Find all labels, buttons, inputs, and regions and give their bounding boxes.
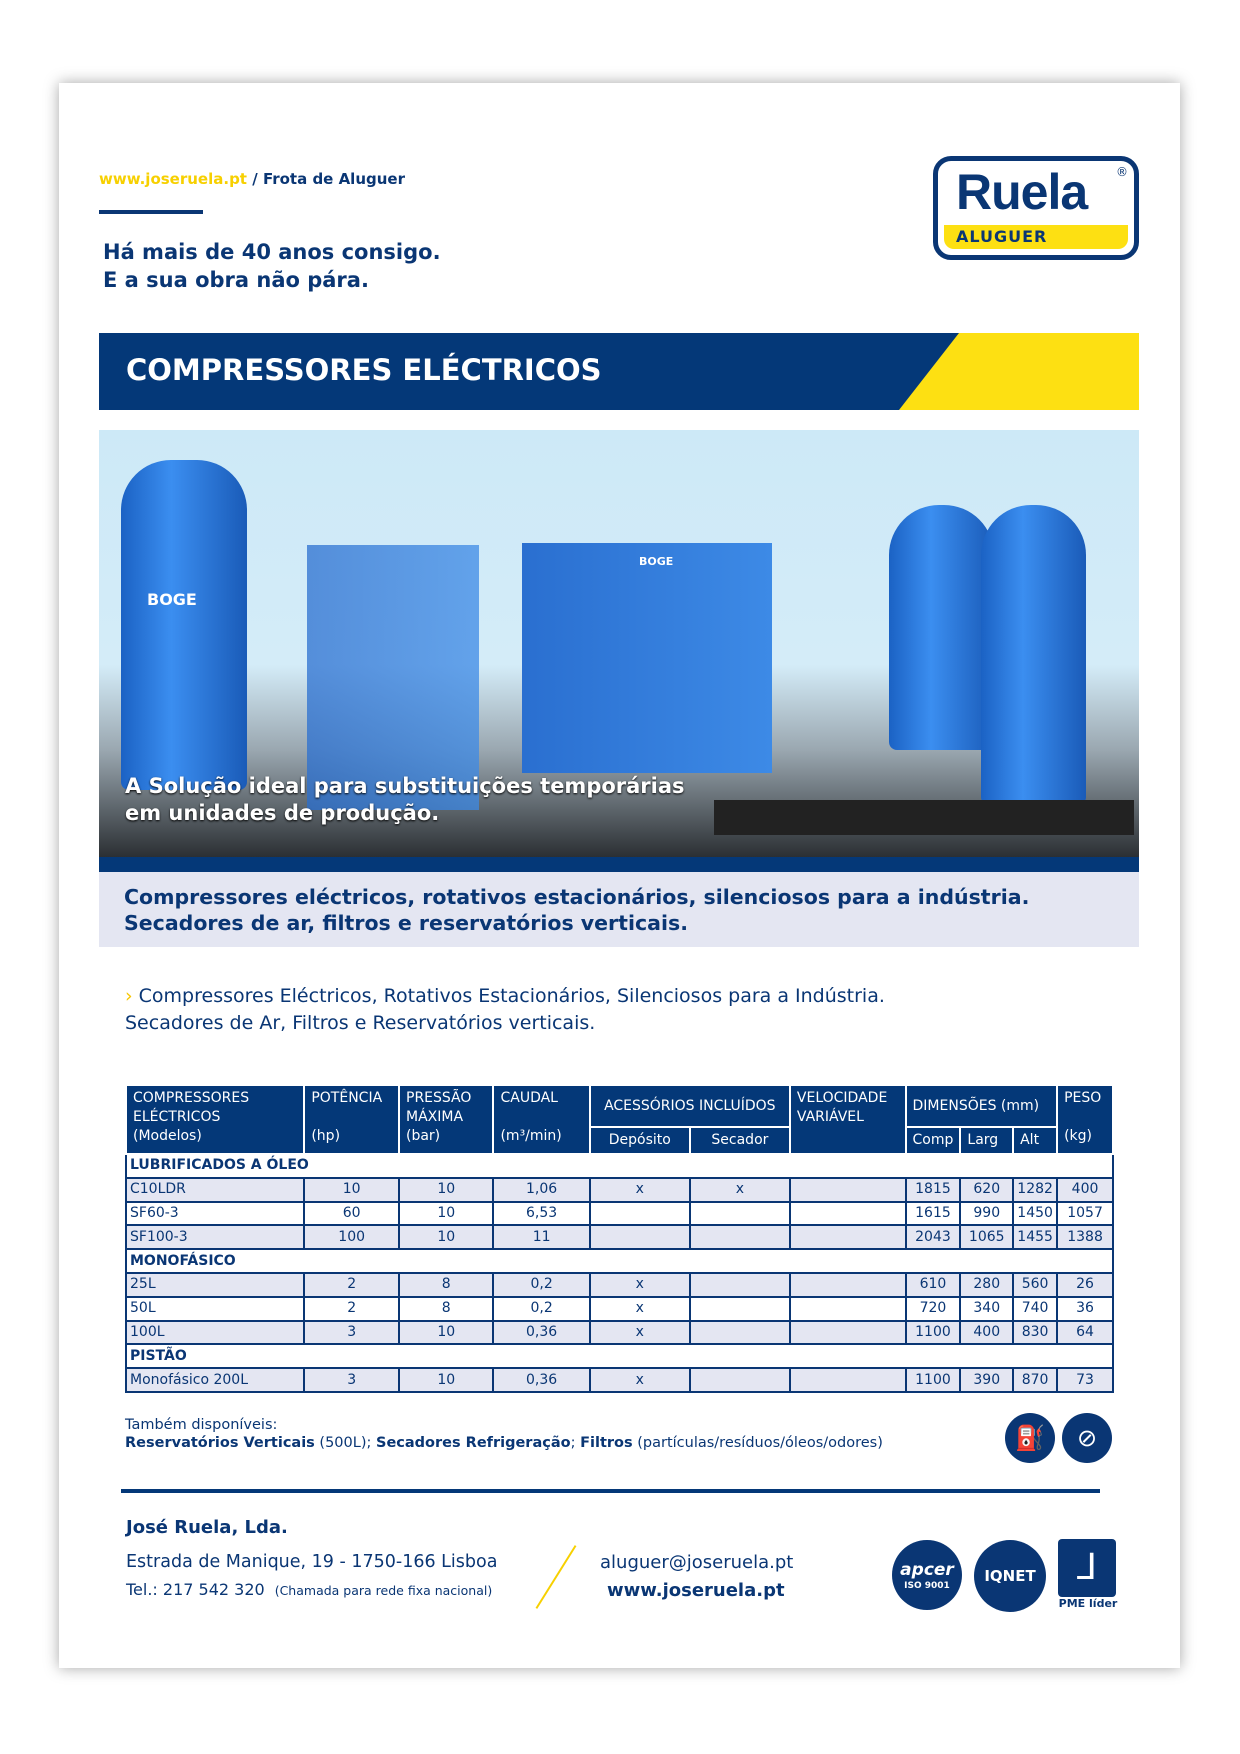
col-speed: VELOCIDADE VARIÁVEL: [790, 1085, 906, 1154]
col-power: POTÊNCIA (hp): [304, 1085, 399, 1154]
table-cell: 10: [304, 1178, 399, 1202]
ruela-logo: [933, 156, 1139, 260]
table-cell: 1065: [960, 1225, 1013, 1249]
air-tank: [981, 505, 1086, 805]
tagline-line: Há mais de 40 anos consigo.: [103, 240, 441, 264]
col-comp: Comp: [906, 1127, 961, 1154]
caption-line: em unidades de produção.: [125, 801, 440, 825]
section-title: PISTÃO: [126, 1344, 1113, 1368]
table-cell: [690, 1321, 790, 1345]
table-cell: [790, 1321, 906, 1345]
breadcrumb: [99, 170, 405, 188]
footer-divider: [121, 1489, 1100, 1493]
oil-free-icon: ⛽: [1005, 1413, 1055, 1463]
photo-caption: [125, 773, 685, 827]
table-cell: x: [690, 1178, 790, 1202]
col-weight: PESO (kg): [1057, 1085, 1113, 1154]
table-cell: 400: [960, 1321, 1013, 1345]
iqnet-badge: IQNET: [974, 1540, 1046, 1612]
dryer-unit: [307, 545, 479, 810]
table-cell: 10: [399, 1178, 493, 1202]
table-cell: 990: [960, 1202, 1013, 1226]
breadcrumb-section: Frota de Aluguer: [262, 170, 405, 188]
air-tank: [889, 505, 994, 750]
table-cell: x: [590, 1273, 690, 1297]
table-row: [126, 1178, 1113, 1202]
table-cell: 100: [304, 1225, 399, 1249]
table-cell: 1,06: [493, 1178, 589, 1202]
col-deposit: Depósito: [590, 1127, 690, 1154]
table-cell: 64: [1057, 1321, 1113, 1345]
col-dims: DIMENSÕES (mm): [906, 1085, 1058, 1127]
table-cell: 720: [906, 1297, 961, 1321]
col-flow: CAUDAL (m³/min): [493, 1085, 589, 1154]
table-cell: 60: [304, 1202, 399, 1226]
table-cell: [790, 1273, 906, 1297]
table-cell: 10: [399, 1225, 493, 1249]
apcer-label: apcer: [900, 1560, 954, 1580]
skid-base: [714, 800, 1134, 835]
table-cell: 1057: [1057, 1202, 1113, 1226]
table-row: [126, 1321, 1113, 1345]
company-phone: [126, 1580, 492, 1599]
breadcrumb-separator: /: [252, 170, 258, 188]
table-cell: 1100: [906, 1368, 961, 1392]
col-alt: Alt: [1013, 1127, 1057, 1154]
bullet-line: Compressores Eléctricos, Rotativos Estacionários, Silenciosos para a Indústria.: [138, 985, 885, 1007]
bullet-line: Secadores de Ar, Filtros e Reservatórios verticais.: [125, 1012, 596, 1034]
also-label: Também disponíveis:: [125, 1417, 278, 1433]
no-noise-icon: ⊘: [1062, 1413, 1112, 1463]
product-photo: [99, 430, 1139, 857]
logo-name: Ruela: [956, 164, 1088, 220]
table-cell: C10LDR: [126, 1178, 304, 1202]
intro-line: Compressores eléctricos, rotativos estacionários, silenciosos para a indústria.: [124, 885, 1030, 909]
pme-lider-badge: ⅃ PME líder: [1058, 1539, 1118, 1613]
table-cell: 2: [304, 1273, 399, 1297]
table-cell: SF60-3: [126, 1202, 304, 1226]
boge-logo: BOGE: [147, 590, 197, 609]
table-cell: 10: [399, 1368, 493, 1392]
table-cell: [790, 1178, 906, 1202]
table-row: [126, 1273, 1113, 1297]
table-cell: [790, 1368, 906, 1392]
blue-bar: [99, 857, 1139, 872]
table-cell: [690, 1273, 790, 1297]
boge-logo: BOGE: [639, 555, 674, 568]
table-cell: [690, 1225, 790, 1249]
table-cell: 0,36: [493, 1368, 589, 1392]
caption-line: A Solução ideal para substituições temporárias: [125, 774, 685, 798]
apcer-iso-label: ISO 9001: [904, 1581, 950, 1591]
table-cell: 8: [399, 1297, 493, 1321]
table-cell: 11: [493, 1225, 589, 1249]
table-cell: 620: [960, 1178, 1013, 1202]
website-link[interactable]: www.joseruela.pt: [607, 1580, 785, 1601]
table-cell: 25L: [126, 1273, 304, 1297]
table-cell: Monofásico 200L: [126, 1368, 304, 1392]
table-cell: 2: [304, 1297, 399, 1321]
table-cell: 610: [906, 1273, 961, 1297]
table-cell: x: [590, 1297, 690, 1321]
table-cell: 340: [960, 1297, 1013, 1321]
table-cell: SF100-3: [126, 1225, 304, 1249]
tagline: [103, 238, 441, 294]
accent-underline: [99, 210, 203, 214]
table-cell: 3: [304, 1368, 399, 1392]
table-cell: 1615: [906, 1202, 961, 1226]
table-cell: 400: [1057, 1178, 1113, 1202]
table-cell: [690, 1202, 790, 1226]
specs-table: [125, 1084, 1114, 1393]
also-available: Também disponíveis: Reservatórios Verticais (500L); Secadores Refrigeração; Filtros (partículas/resíduos/óleos/odores): [125, 1417, 883, 1451]
air-tank: [121, 460, 247, 790]
company-address: Estrada de Manique, 19 - 1750-166 Lisboa: [126, 1552, 498, 1572]
table-cell: 100L: [126, 1321, 304, 1345]
section-title: LUBRIFICADOS A ÓLEO: [126, 1154, 1113, 1178]
table-cell: 2043: [906, 1225, 961, 1249]
table-cell: 560: [1013, 1273, 1057, 1297]
table-cell: 1815: [906, 1178, 961, 1202]
phone[interactable]: Tel.: 217 542 320: [126, 1580, 265, 1599]
table-cell: x: [590, 1368, 690, 1392]
table-cell: 50L: [126, 1297, 304, 1321]
tagline-line: E a sua obra não pára.: [103, 268, 369, 292]
table-cell: 0,2: [493, 1297, 589, 1321]
table-cell: 870: [1013, 1368, 1057, 1392]
site-link[interactable]: www.joseruela.pt: [99, 170, 247, 188]
table-cell: 280: [960, 1273, 1013, 1297]
table-cell: x: [590, 1178, 690, 1202]
table-cell: [590, 1202, 690, 1226]
apcer-badge: [892, 1540, 962, 1610]
table-row: [126, 1297, 1113, 1321]
bullet-text: [125, 983, 885, 1037]
logo-registered: ®: [1116, 165, 1128, 179]
phone-note: (Chamada para rede fixa nacional): [274, 1583, 493, 1598]
rotary-compressor: [522, 543, 772, 773]
table-cell: 830: [1013, 1321, 1057, 1345]
banner-accent: [899, 333, 1139, 410]
table-cell: 26: [1057, 1273, 1113, 1297]
table-cell: 1100: [906, 1321, 961, 1345]
page-title: COMPRESSORES ELÉCTRICOS: [126, 353, 602, 387]
table-cell: 1388: [1057, 1225, 1113, 1249]
title-banner: [99, 333, 1139, 410]
table-cell: 390: [960, 1368, 1013, 1392]
table-cell: 6,53: [493, 1202, 589, 1226]
table-cell: 3: [304, 1321, 399, 1345]
col-model: COMPRESSORES ELÉCTRICOS (Modelos): [126, 1085, 304, 1154]
col-larg: Larg: [960, 1127, 1013, 1154]
table-cell: 1450: [1013, 1202, 1057, 1226]
section-title: MONOFÁSICO: [126, 1249, 1113, 1273]
section-row: [126, 1344, 1113, 1368]
section-row: [126, 1154, 1113, 1178]
col-dryer: Secador: [690, 1127, 790, 1154]
table-cell: [790, 1225, 906, 1249]
logo-sub: ALUGUER: [944, 225, 1128, 249]
table-cell: x: [590, 1321, 690, 1345]
section-row: [126, 1249, 1113, 1273]
table-row: [126, 1202, 1113, 1226]
table-cell: 73: [1057, 1368, 1113, 1392]
table-cell: 1455: [1013, 1225, 1057, 1249]
table-cell: [690, 1368, 790, 1392]
table-row: [126, 1225, 1113, 1249]
company-name: José Ruela, Lda.: [126, 1517, 288, 1538]
table-cell: [790, 1202, 906, 1226]
table-cell: 36: [1057, 1297, 1113, 1321]
email-link[interactable]: aluguer@joseruela.pt: [600, 1552, 794, 1573]
table-cell: 8: [399, 1273, 493, 1297]
table-cell: 0,2: [493, 1273, 589, 1297]
table-cell: 10: [399, 1202, 493, 1226]
col-accessories: ACESSÓRIOS INCLUÍDOS: [590, 1085, 790, 1127]
table-cell: [690, 1297, 790, 1321]
intro-line: Secadores de ar, filtros e reservatórios verticais.: [124, 911, 689, 935]
table-cell: 1282: [1013, 1178, 1057, 1202]
intro-band: [99, 872, 1139, 947]
table-cell: [590, 1225, 690, 1249]
table-cell: 10: [399, 1321, 493, 1345]
chevron-right-icon: ›: [125, 985, 133, 1007]
table-cell: [790, 1297, 906, 1321]
table-cell: 0,36: [493, 1321, 589, 1345]
col-pressure: PRESSÃO MÁXIMA (bar): [399, 1085, 493, 1154]
table-cell: 740: [1013, 1297, 1057, 1321]
table-row: [126, 1368, 1113, 1392]
